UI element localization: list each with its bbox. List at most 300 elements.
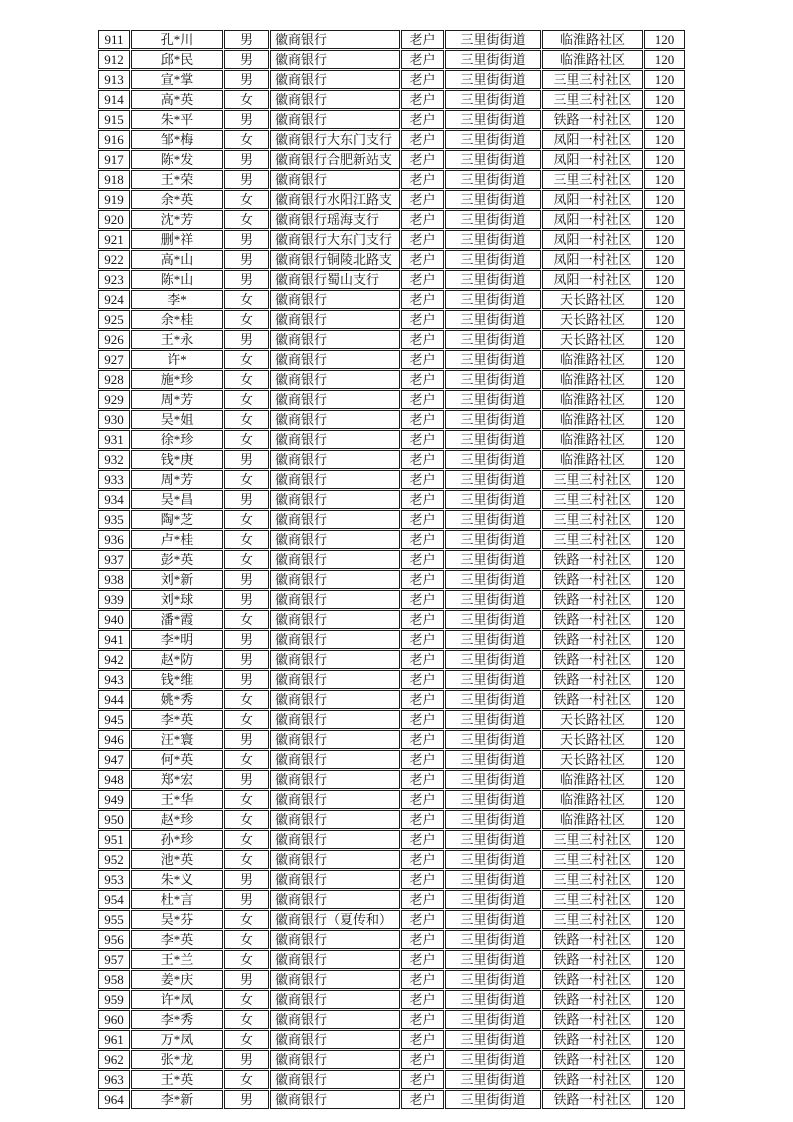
cell-amount: 120	[644, 130, 685, 149]
cell-street: 三里街街道	[445, 370, 541, 389]
cell-seq-number: 958	[98, 970, 130, 989]
cell-person-name: 周*芳	[131, 390, 223, 409]
cell-bank: 徽商银行	[270, 290, 400, 309]
cell-account-type: 老户	[401, 330, 444, 349]
cell-street: 三里街街道	[445, 990, 541, 1009]
cell-gender: 男	[224, 770, 269, 789]
cell-seq-number: 936	[98, 530, 130, 549]
cell-amount: 120	[644, 1090, 685, 1109]
cell-gender: 女	[224, 810, 269, 829]
cell-seq-number: 955	[98, 910, 130, 929]
cell-amount: 120	[644, 490, 685, 509]
cell-community: 凤阳一村社区	[542, 150, 643, 169]
cell-seq-number: 959	[98, 990, 130, 1009]
cell-bank: 徽商银行	[270, 1030, 400, 1049]
cell-person-name: 朱*义	[131, 870, 223, 889]
cell-community: 天长路社区	[542, 310, 643, 329]
table-row	[98, 190, 685, 209]
cell-gender: 男	[224, 970, 269, 989]
table-row	[98, 110, 685, 129]
cell-gender: 男	[224, 630, 269, 649]
cell-bank: 徽商银行	[270, 450, 400, 469]
cell-person-name: 徐*珍	[131, 430, 223, 449]
cell-seq-number: 937	[98, 550, 130, 569]
cell-seq-number: 911	[98, 30, 130, 49]
cell-seq-number: 918	[98, 170, 130, 189]
cell-account-type: 老户	[401, 570, 444, 589]
cell-bank: 徽商银行	[270, 670, 400, 689]
cell-account-type: 老户	[401, 1010, 444, 1029]
cell-person-name: 赵*珍	[131, 810, 223, 829]
cell-community: 铁路一村社区	[542, 610, 643, 629]
cell-community: 凤阳一村社区	[542, 270, 643, 289]
cell-community: 天长路社区	[542, 710, 643, 729]
cell-amount: 120	[644, 790, 685, 809]
cell-community: 三里三村社区	[542, 470, 643, 489]
cell-bank: 徽商银行	[270, 510, 400, 529]
cell-street: 三里街街道	[445, 1050, 541, 1069]
cell-account-type: 老户	[401, 870, 444, 889]
cell-street: 三里街街道	[445, 650, 541, 669]
cell-amount: 120	[644, 310, 685, 329]
cell-amount: 120	[644, 190, 685, 209]
cell-street: 三里街街道	[445, 1010, 541, 1029]
cell-gender: 女	[224, 950, 269, 969]
cell-seq-number: 919	[98, 190, 130, 209]
cell-bank: 徽商银行	[270, 1010, 400, 1029]
cell-amount: 120	[644, 730, 685, 749]
cell-account-type: 老户	[401, 710, 444, 729]
cell-street: 三里街街道	[445, 390, 541, 409]
cell-account-type: 老户	[401, 730, 444, 749]
cell-street: 三里街街道	[445, 150, 541, 169]
cell-amount: 120	[644, 690, 685, 709]
cell-amount: 120	[644, 890, 685, 909]
cell-street: 三里街街道	[445, 230, 541, 249]
table-row	[98, 330, 685, 349]
cell-street: 三里街街道	[445, 930, 541, 949]
cell-person-name: 李*秀	[131, 1010, 223, 1029]
cell-bank: 徽商银行	[270, 610, 400, 629]
cell-seq-number: 934	[98, 490, 130, 509]
cell-amount: 120	[644, 970, 685, 989]
cell-person-name: 高*英	[131, 90, 223, 109]
cell-amount: 120	[644, 90, 685, 109]
cell-community: 临淮路社区	[542, 370, 643, 389]
cell-gender: 女	[224, 310, 269, 329]
table-row	[98, 590, 685, 609]
cell-street: 三里街街道	[445, 510, 541, 529]
cell-account-type: 老户	[401, 510, 444, 529]
cell-account-type: 老户	[401, 430, 444, 449]
cell-gender: 女	[224, 90, 269, 109]
cell-seq-number: 929	[98, 390, 130, 409]
cell-street: 三里街街道	[445, 530, 541, 549]
cell-bank: 徽商银行	[270, 950, 400, 969]
cell-community: 三里三村社区	[542, 850, 643, 869]
cell-community: 凤阳一村社区	[542, 230, 643, 249]
cell-bank: 徽商银行	[270, 850, 400, 869]
cell-bank: 徽商银行	[270, 1070, 400, 1089]
cell-account-type: 老户	[401, 670, 444, 689]
table-row	[98, 950, 685, 969]
cell-account-type: 老户	[401, 750, 444, 769]
cell-amount: 120	[644, 550, 685, 569]
cell-gender: 女	[224, 550, 269, 569]
cell-gender: 男	[224, 1050, 269, 1069]
cell-gender: 男	[224, 650, 269, 669]
cell-bank: 徽商银行	[270, 870, 400, 889]
cell-street: 三里街街道	[445, 630, 541, 649]
cell-amount: 120	[644, 270, 685, 289]
cell-person-name: 吴*姐	[131, 410, 223, 429]
cell-person-name: 王*永	[131, 330, 223, 349]
cell-community: 三里三村社区	[542, 870, 643, 889]
cell-community: 铁路一村社区	[542, 970, 643, 989]
cell-community: 三里三村社区	[542, 890, 643, 909]
table-row	[98, 250, 685, 269]
cell-person-name: 万*凤	[131, 1030, 223, 1049]
cell-amount: 120	[644, 810, 685, 829]
cell-person-name: 王*兰	[131, 950, 223, 969]
cell-account-type: 老户	[401, 410, 444, 429]
table-row	[98, 310, 685, 329]
cell-person-name: 孙*珍	[131, 830, 223, 849]
table-row	[98, 1090, 685, 1109]
cell-amount: 120	[644, 990, 685, 1009]
cell-account-type: 老户	[401, 810, 444, 829]
cell-person-name: 杜*言	[131, 890, 223, 909]
cell-seq-number: 940	[98, 610, 130, 629]
cell-gender: 女	[224, 210, 269, 229]
cell-amount: 120	[644, 510, 685, 529]
cell-account-type: 老户	[401, 770, 444, 789]
table-row	[98, 490, 685, 509]
cell-community: 铁路一村社区	[542, 1050, 643, 1069]
cell-seq-number: 928	[98, 370, 130, 389]
cell-gender: 女	[224, 910, 269, 929]
cell-bank: 徽商银行	[270, 810, 400, 829]
cell-amount: 120	[644, 1030, 685, 1049]
cell-account-type: 老户	[401, 310, 444, 329]
cell-person-name: 余*桂	[131, 310, 223, 329]
cell-person-name: 沈*芳	[131, 210, 223, 229]
cell-street: 三里街街道	[445, 830, 541, 849]
cell-account-type: 老户	[401, 130, 444, 149]
table-row	[98, 870, 685, 889]
cell-seq-number: 945	[98, 710, 130, 729]
cell-person-name: 姚*秀	[131, 690, 223, 709]
cell-account-type: 老户	[401, 1050, 444, 1069]
cell-person-name: 宣*掌	[131, 70, 223, 89]
cell-seq-number: 926	[98, 330, 130, 349]
cell-account-type: 老户	[401, 970, 444, 989]
cell-gender: 男	[224, 730, 269, 749]
cell-amount: 120	[644, 330, 685, 349]
cell-gender: 女	[224, 530, 269, 549]
cell-bank: 徽商银行	[270, 390, 400, 409]
cell-gender: 女	[224, 510, 269, 529]
cell-seq-number: 951	[98, 830, 130, 849]
cell-street: 三里街街道	[445, 170, 541, 189]
cell-person-name: 王*华	[131, 790, 223, 809]
cell-account-type: 老户	[401, 490, 444, 509]
cell-gender: 男	[224, 330, 269, 349]
cell-street: 三里街街道	[445, 890, 541, 909]
cell-street: 三里街街道	[445, 870, 541, 889]
cell-person-name: 许*	[131, 350, 223, 369]
table-row	[98, 570, 685, 589]
table-row	[98, 1030, 685, 1049]
cell-account-type: 老户	[401, 1090, 444, 1109]
cell-seq-number: 948	[98, 770, 130, 789]
cell-community: 天长路社区	[542, 730, 643, 749]
cell-gender: 女	[224, 350, 269, 369]
cell-gender: 男	[224, 230, 269, 249]
cell-bank: 徽商银行	[270, 470, 400, 489]
cell-gender: 女	[224, 470, 269, 489]
cell-account-type: 老户	[401, 930, 444, 949]
cell-amount: 120	[644, 30, 685, 49]
cell-account-type: 老户	[401, 690, 444, 709]
cell-account-type: 老户	[401, 830, 444, 849]
cell-seq-number: 942	[98, 650, 130, 669]
cell-amount: 120	[644, 170, 685, 189]
table-row	[98, 610, 685, 629]
cell-seq-number: 956	[98, 930, 130, 949]
cell-person-name: 李*新	[131, 1090, 223, 1109]
cell-community: 铁路一村社区	[542, 590, 643, 609]
cell-community: 临淮路社区	[542, 30, 643, 49]
cell-bank: 徽商银行	[270, 310, 400, 329]
cell-gender: 女	[224, 750, 269, 769]
records-table-body	[98, 30, 685, 1109]
cell-bank: 徽商银行	[270, 710, 400, 729]
table-row	[98, 1070, 685, 1089]
cell-seq-number: 924	[98, 290, 130, 309]
cell-amount: 120	[644, 230, 685, 249]
cell-seq-number: 920	[98, 210, 130, 229]
cell-amount: 120	[644, 410, 685, 429]
cell-person-name: 何*英	[131, 750, 223, 769]
cell-gender: 女	[224, 410, 269, 429]
cell-community: 铁路一村社区	[542, 550, 643, 569]
cell-person-name: 王*英	[131, 1070, 223, 1089]
cell-person-name: 陈*山	[131, 270, 223, 289]
cell-gender: 女	[224, 610, 269, 629]
cell-bank: 徽商银行	[270, 730, 400, 749]
cell-seq-number: 964	[98, 1090, 130, 1109]
cell-seq-number: 930	[98, 410, 130, 429]
cell-street: 三里街街道	[445, 730, 541, 749]
cell-gender: 女	[224, 690, 269, 709]
cell-account-type: 老户	[401, 590, 444, 609]
cell-account-type: 老户	[401, 370, 444, 389]
table-row	[98, 50, 685, 69]
cell-bank: 徽商银行	[270, 790, 400, 809]
cell-community: 天长路社区	[542, 290, 643, 309]
cell-gender: 女	[224, 370, 269, 389]
table-row	[98, 830, 685, 849]
cell-seq-number: 961	[98, 1030, 130, 1049]
cell-gender: 女	[224, 1070, 269, 1089]
cell-account-type: 老户	[401, 230, 444, 249]
table-row	[98, 150, 685, 169]
cell-amount: 120	[644, 150, 685, 169]
cell-amount: 120	[644, 250, 685, 269]
cell-amount: 120	[644, 210, 685, 229]
cell-community: 铁路一村社区	[542, 1030, 643, 1049]
table-row	[98, 370, 685, 389]
cell-bank: 徽商银行	[270, 370, 400, 389]
cell-gender: 男	[224, 150, 269, 169]
cell-account-type: 老户	[401, 290, 444, 309]
table-row	[98, 670, 685, 689]
cell-gender: 女	[224, 790, 269, 809]
table-row	[98, 550, 685, 569]
cell-account-type: 老户	[401, 450, 444, 469]
cell-street: 三里街街道	[445, 470, 541, 489]
cell-person-name: 李*英	[131, 930, 223, 949]
cell-amount: 120	[644, 930, 685, 949]
cell-community: 铁路一村社区	[542, 690, 643, 709]
records-table	[97, 29, 686, 1110]
cell-gender: 女	[224, 830, 269, 849]
cell-account-type: 老户	[401, 70, 444, 89]
cell-bank: 徽商银行	[270, 1090, 400, 1109]
cell-person-name: 朱*平	[131, 110, 223, 129]
cell-street: 三里街街道	[445, 1090, 541, 1109]
cell-amount: 120	[644, 370, 685, 389]
cell-amount: 120	[644, 570, 685, 589]
cell-street: 三里街街道	[445, 190, 541, 209]
cell-street: 三里街街道	[445, 490, 541, 509]
cell-seq-number: 922	[98, 250, 130, 269]
cell-account-type: 老户	[401, 530, 444, 549]
cell-street: 三里街街道	[445, 430, 541, 449]
cell-bank: 徽商银行	[270, 30, 400, 49]
cell-community: 临淮路社区	[542, 350, 643, 369]
table-row	[98, 230, 685, 249]
cell-community: 临淮路社区	[542, 810, 643, 829]
cell-bank: 徽商银行大东门支行	[270, 230, 400, 249]
cell-street: 三里街街道	[445, 310, 541, 329]
cell-amount: 120	[644, 1050, 685, 1069]
cell-bank: 徽商银行	[270, 410, 400, 429]
cell-person-name: 吴*昌	[131, 490, 223, 509]
cell-person-name: 余*英	[131, 190, 223, 209]
cell-account-type: 老户	[401, 350, 444, 369]
cell-seq-number: 915	[98, 110, 130, 129]
cell-gender: 男	[224, 70, 269, 89]
cell-seq-number: 917	[98, 150, 130, 169]
cell-bank: 徽商银行	[270, 430, 400, 449]
cell-community: 三里三村社区	[542, 910, 643, 929]
cell-amount: 120	[644, 1070, 685, 1089]
cell-bank: 徽商银行	[270, 550, 400, 569]
cell-gender: 女	[224, 130, 269, 149]
cell-community: 临淮路社区	[542, 390, 643, 409]
cell-bank: 徽商银行	[270, 970, 400, 989]
table-row	[98, 630, 685, 649]
cell-bank: 徽商银行蜀山支行	[270, 270, 400, 289]
table-row	[98, 850, 685, 869]
cell-seq-number: 943	[98, 670, 130, 689]
cell-seq-number: 953	[98, 870, 130, 889]
table-row	[98, 430, 685, 449]
table-row	[98, 130, 685, 149]
cell-account-type: 老户	[401, 630, 444, 649]
cell-account-type: 老户	[401, 210, 444, 229]
cell-amount: 120	[644, 530, 685, 549]
cell-amount: 120	[644, 670, 685, 689]
cell-street: 三里街街道	[445, 110, 541, 129]
cell-gender: 男	[224, 1090, 269, 1109]
cell-community: 凤阳一村社区	[542, 210, 643, 229]
cell-street: 三里街街道	[445, 270, 541, 289]
cell-gender: 女	[224, 850, 269, 869]
cell-community: 铁路一村社区	[542, 1090, 643, 1109]
cell-seq-number: 946	[98, 730, 130, 749]
table-row	[98, 30, 685, 49]
cell-community: 三里三村社区	[542, 530, 643, 549]
cell-community: 三里三村社区	[542, 70, 643, 89]
cell-bank: 徽商银行	[270, 990, 400, 1009]
cell-seq-number: 927	[98, 350, 130, 369]
cell-street: 三里街街道	[445, 50, 541, 69]
cell-person-name: 李*英	[131, 710, 223, 729]
cell-seq-number: 935	[98, 510, 130, 529]
cell-seq-number: 963	[98, 1070, 130, 1089]
cell-amount: 120	[644, 70, 685, 89]
cell-community: 凤阳一村社区	[542, 190, 643, 209]
cell-bank: 徽商银行水阳江路支	[270, 190, 400, 209]
cell-bank: 徽商银行	[270, 490, 400, 509]
cell-bank: 徽商银行	[270, 770, 400, 789]
cell-street: 三里街街道	[445, 1030, 541, 1049]
cell-person-name: 陶*芝	[131, 510, 223, 529]
cell-amount: 120	[644, 110, 685, 129]
cell-seq-number: 938	[98, 570, 130, 589]
cell-person-name: 周*芳	[131, 470, 223, 489]
cell-account-type: 老户	[401, 1030, 444, 1049]
cell-amount: 120	[644, 870, 685, 889]
cell-gender: 男	[224, 490, 269, 509]
cell-seq-number: 916	[98, 130, 130, 149]
cell-seq-number: 954	[98, 890, 130, 909]
cell-amount: 120	[644, 770, 685, 789]
cell-community: 三里三村社区	[542, 830, 643, 849]
cell-community: 凤阳一村社区	[542, 130, 643, 149]
cell-seq-number: 931	[98, 430, 130, 449]
cell-account-type: 老户	[401, 50, 444, 69]
cell-account-type: 老户	[401, 250, 444, 269]
cell-community: 铁路一村社区	[542, 1010, 643, 1029]
cell-person-name: 汪*寰	[131, 730, 223, 749]
cell-seq-number: 912	[98, 50, 130, 69]
cell-street: 三里街街道	[445, 850, 541, 869]
cell-person-name: 郑*宏	[131, 770, 223, 789]
cell-person-name: 邹*梅	[131, 130, 223, 149]
cell-street: 三里街街道	[445, 970, 541, 989]
cell-person-name: 高*山	[131, 250, 223, 269]
cell-gender: 女	[224, 990, 269, 1009]
cell-bank: 徽商银行	[270, 930, 400, 949]
cell-seq-number: 921	[98, 230, 130, 249]
cell-gender: 男	[224, 270, 269, 289]
cell-bank: 徽商银行瑶海支行	[270, 210, 400, 229]
cell-gender: 女	[224, 390, 269, 409]
